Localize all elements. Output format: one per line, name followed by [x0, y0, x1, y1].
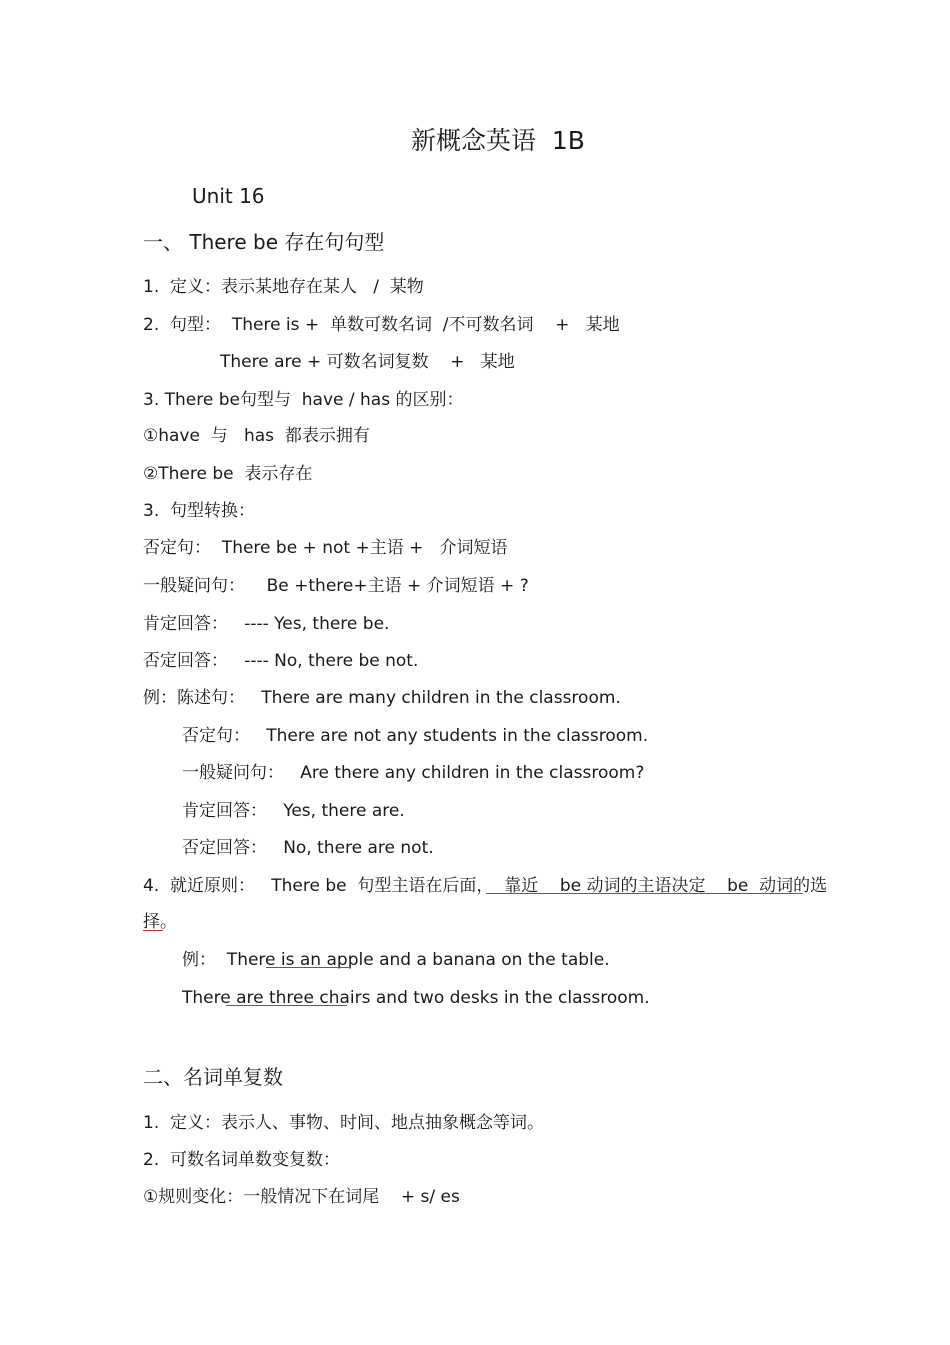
red-underline — [226, 1005, 347, 1006]
section-heading-there-be: 一、 There be 存在句句型 — [143, 230, 385, 254]
example-statement: 例：陈述句： There are many children in the classroom. — [143, 688, 621, 708]
pattern-line-is: 2. 句型： There is + 单数可数名词 /不可数名词 + 某地 — [143, 315, 620, 335]
red-underline — [486, 893, 803, 894]
difference-item-have: ①have 与 has 都表示拥有 — [143, 426, 370, 446]
red-underline — [143, 930, 163, 931]
unit-heading: Unit 16 — [192, 184, 265, 208]
pattern-line-are: There are + 可数名词复数 + 某地 — [220, 352, 515, 372]
proximity-rule: 4. 就近原则： There be 句型主语在后面， 靠近 be 动词的主语决定 be 动词的选 — [143, 876, 828, 896]
question-pattern: 一般疑问句： Be +there+主语 + 介词短语 + ? — [143, 576, 529, 596]
definition-line: 1. 定义：表示某地存在某人 / 某物 — [143, 277, 424, 297]
regular-change-rule: ①规则变化：一般情况下在词尾 + s/ es — [143, 1187, 460, 1207]
proximity-rule-continued: 择。 — [143, 912, 177, 932]
negative-answer-pattern: 否定回答： ---- No, there be not. — [143, 651, 419, 671]
plural-heading: 2. 可数名词单数变复数： — [143, 1150, 341, 1170]
difference-heading: 3. There be句型与 have / has 的区别： — [143, 390, 464, 410]
example-question: 一般疑问句： Are there any children in the classroom? — [182, 763, 645, 783]
difference-item-there-be: ②There be 表示存在 — [143, 464, 313, 484]
example-no-answer: 否定回答： No, there are not. — [182, 838, 434, 858]
noun-definition: 1. 定义：表示人、事物、时间、地点抽象概念等词。 — [143, 1113, 545, 1133]
example-negative: 否定句： There are not any students in the classroom. — [182, 726, 649, 746]
proximity-example-2: There are three chairs and two desks in the classroom. — [182, 988, 650, 1008]
section-heading-nouns: 二、名词单复数 — [143, 1065, 283, 1089]
red-underline — [266, 967, 351, 968]
negative-pattern: 否定句： There be + not +主语 + 介词短语 — [143, 538, 508, 558]
doc-title: 新概念英语 1B — [411, 126, 585, 155]
proximity-example-1: 例： There is an apple and a banana on the table. — [182, 950, 610, 970]
transform-heading: 3. 句型转换： — [143, 501, 256, 521]
affirmative-answer-pattern: 肯定回答： ---- Yes, there be. — [143, 614, 390, 634]
example-yes-answer: 肯定回答： Yes, there are. — [182, 801, 405, 821]
